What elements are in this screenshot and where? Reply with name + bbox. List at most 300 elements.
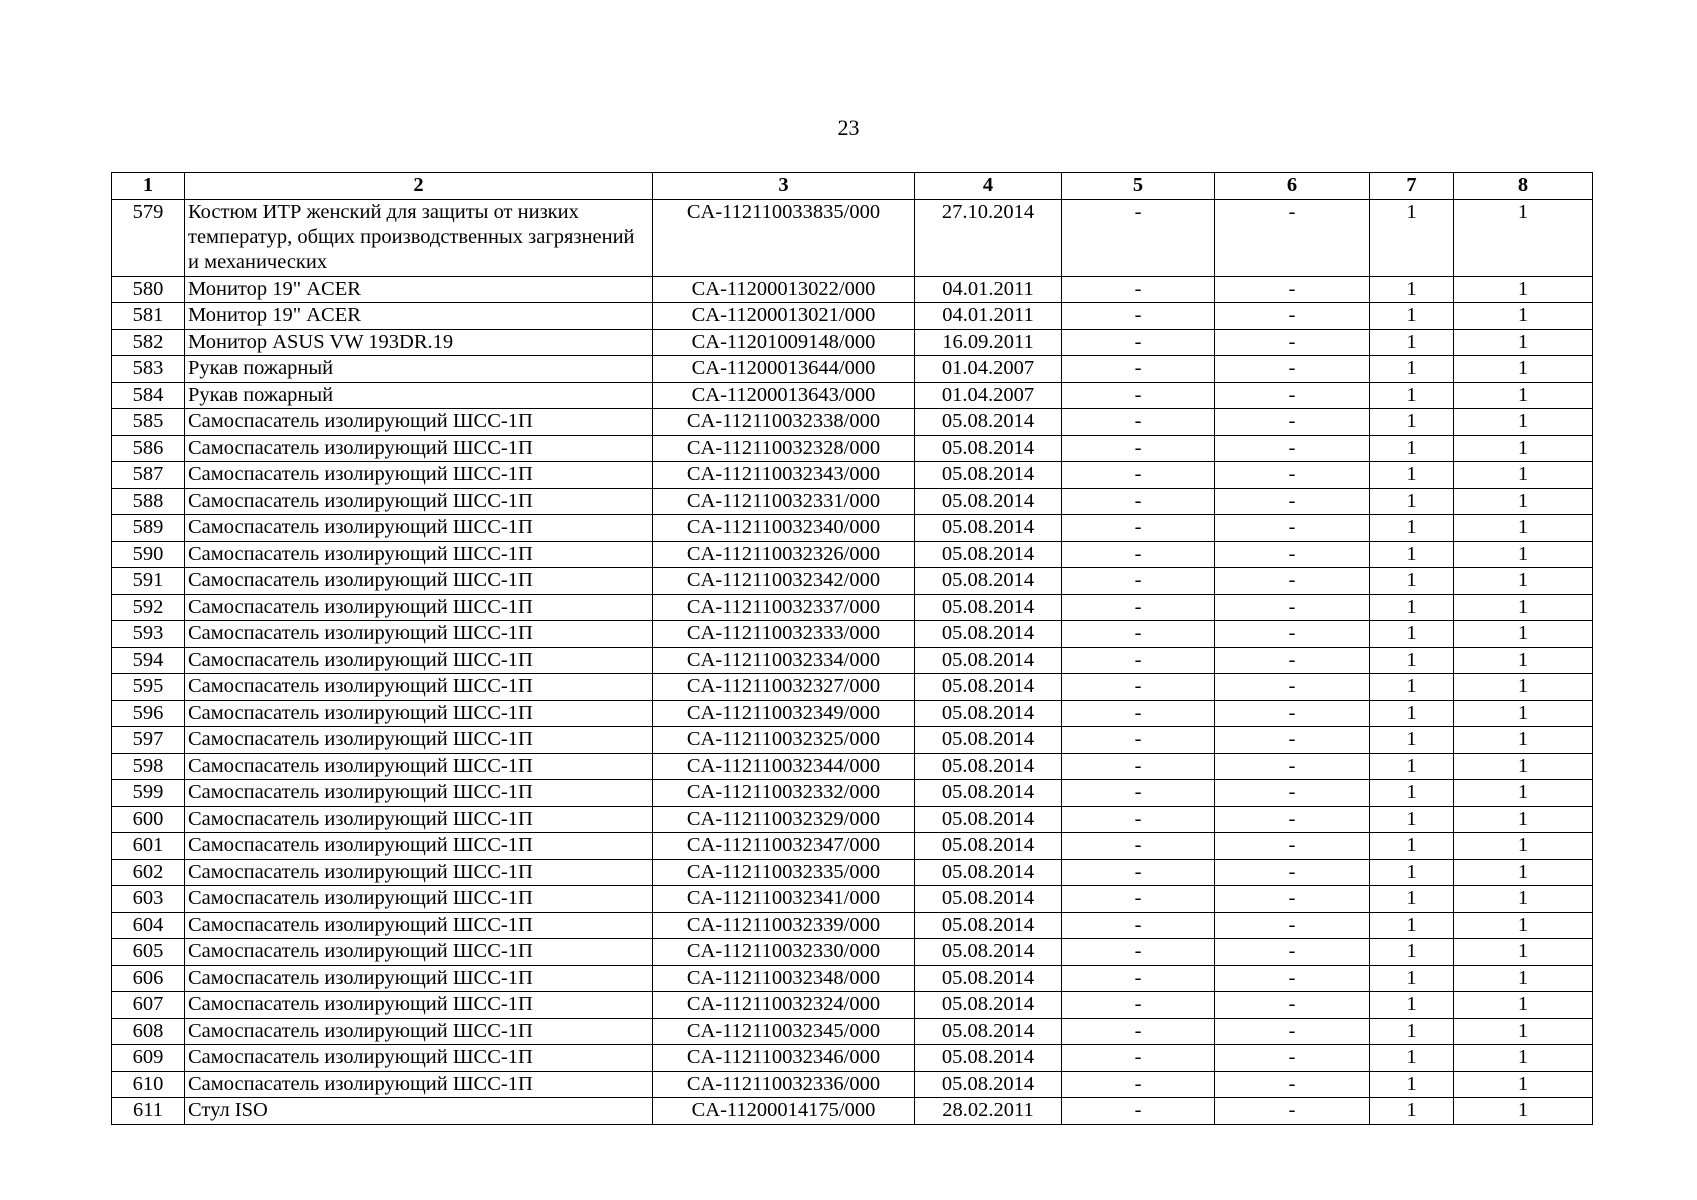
date-cell: 05.08.2014 <box>915 780 1062 807</box>
row-number: 580 <box>112 276 185 303</box>
item-name: Самоспасатель изолирующий ШСС-1П <box>185 409 653 436</box>
table-row <box>112 541 1593 568</box>
column-5-cell: - <box>1062 939 1215 966</box>
row-number: 595 <box>112 674 185 701</box>
column-6-cell: - <box>1215 356 1370 383</box>
column-7-cell: 1 <box>1370 912 1454 939</box>
column-5-cell: - <box>1062 886 1215 913</box>
item-name: Самоспасатель изолирующий ШСС-1П <box>185 859 653 886</box>
date-cell: 05.08.2014 <box>915 541 1062 568</box>
inventory-code: CA-112110032329/000 <box>653 806 915 833</box>
column-7-cell: 1 <box>1370 753 1454 780</box>
column-7-cell: 1 <box>1370 859 1454 886</box>
column-6-cell: - <box>1215 859 1370 886</box>
column-header-1: 1 <box>112 173 185 200</box>
date-cell: 05.08.2014 <box>915 594 1062 621</box>
column-6-cell: - <box>1215 833 1370 860</box>
column-5-cell: - <box>1062 488 1215 515</box>
column-7-cell: 1 <box>1370 939 1454 966</box>
column-5-cell: - <box>1062 382 1215 409</box>
column-7-cell: 1 <box>1370 435 1454 462</box>
row-number: 608 <box>112 1018 185 1045</box>
column-7-cell: 1 <box>1370 356 1454 383</box>
inventory-code: CA-112110032325/000 <box>653 727 915 754</box>
column-5-cell: - <box>1062 753 1215 780</box>
date-cell: 05.08.2014 <box>915 409 1062 436</box>
column-header-7: 7 <box>1370 173 1454 200</box>
column-5-cell: - <box>1062 912 1215 939</box>
column-6-cell: - <box>1215 621 1370 648</box>
inventory-code: CA-112110032330/000 <box>653 939 915 966</box>
column-8-cell: 1 <box>1454 806 1593 833</box>
inventory-code: CA-112110032345/000 <box>653 1018 915 1045</box>
row-number: 590 <box>112 541 185 568</box>
date-cell: 01.04.2007 <box>915 382 1062 409</box>
column-7-cell: 1 <box>1370 1045 1454 1072</box>
table-row <box>112 806 1593 833</box>
inventory-code: CA-11200014175/000 <box>653 1098 915 1125</box>
item-name: Рукав пожарный <box>185 356 653 383</box>
inventory-code: CA-11200013021/000 <box>653 303 915 330</box>
column-6-cell: - <box>1215 780 1370 807</box>
table-row <box>112 303 1593 330</box>
inventory-table <box>111 172 1593 1125</box>
date-cell: 05.08.2014 <box>915 1045 1062 1072</box>
column-8-cell: 1 <box>1454 1098 1593 1125</box>
column-5-cell: - <box>1062 1045 1215 1072</box>
column-6-cell: - <box>1215 199 1370 276</box>
inventory-code: CA-112110032324/000 <box>653 992 915 1019</box>
row-number: 579 <box>112 199 185 276</box>
inventory-code: CA-112110033835/000 <box>653 199 915 276</box>
column-8-cell: 1 <box>1454 488 1593 515</box>
date-cell: 16.09.2011 <box>915 329 1062 356</box>
row-number: 584 <box>112 382 185 409</box>
item-name: Стул ISO <box>185 1098 653 1125</box>
table-row <box>112 674 1593 701</box>
column-8-cell: 1 <box>1454 992 1593 1019</box>
item-name: Самоспасатель изолирующий ШСС-1П <box>185 594 653 621</box>
column-5-cell: - <box>1062 594 1215 621</box>
table-row <box>112 594 1593 621</box>
column-header-6: 6 <box>1215 173 1370 200</box>
row-number: 605 <box>112 939 185 966</box>
column-8-cell: 1 <box>1454 199 1593 276</box>
column-5-cell: - <box>1062 833 1215 860</box>
row-number: 591 <box>112 568 185 595</box>
column-6-cell: - <box>1215 965 1370 992</box>
column-8-cell: 1 <box>1454 435 1593 462</box>
date-cell: 04.01.2011 <box>915 276 1062 303</box>
item-name: Самоспасатель изолирующий ШСС-1П <box>185 780 653 807</box>
column-6-cell: - <box>1215 1045 1370 1072</box>
date-cell: 05.08.2014 <box>915 1071 1062 1098</box>
column-6-cell: - <box>1215 674 1370 701</box>
row-number: 604 <box>112 912 185 939</box>
column-7-cell: 1 <box>1370 541 1454 568</box>
column-7-cell: 1 <box>1370 515 1454 542</box>
date-cell: 05.08.2014 <box>915 806 1062 833</box>
item-name: Самоспасатель изолирующий ШСС-1П <box>185 806 653 833</box>
column-8-cell: 1 <box>1454 621 1593 648</box>
date-cell: 05.08.2014 <box>915 859 1062 886</box>
date-cell: 05.08.2014 <box>915 1018 1062 1045</box>
column-8-cell: 1 <box>1454 886 1593 913</box>
date-cell: 05.08.2014 <box>915 568 1062 595</box>
date-cell: 05.08.2014 <box>915 727 1062 754</box>
column-7-cell: 1 <box>1370 621 1454 648</box>
date-cell: 05.08.2014 <box>915 833 1062 860</box>
table-row <box>112 1098 1593 1125</box>
column-7-cell: 1 <box>1370 992 1454 1019</box>
column-8-cell: 1 <box>1454 674 1593 701</box>
item-name: Самоспасатель изолирующий ШСС-1П <box>185 1045 653 1072</box>
column-6-cell: - <box>1215 1018 1370 1045</box>
inventory-code: CA-112110032328/000 <box>653 435 915 462</box>
table-row <box>112 727 1593 754</box>
date-cell: 05.08.2014 <box>915 700 1062 727</box>
item-name: Самоспасатель изолирующий ШСС-1П <box>185 674 653 701</box>
item-name: Самоспасатель изолирующий ШСС-1П <box>185 515 653 542</box>
row-number: 583 <box>112 356 185 383</box>
inventory-code: CA-112110032344/000 <box>653 753 915 780</box>
column-8-cell: 1 <box>1454 515 1593 542</box>
column-8-cell: 1 <box>1454 356 1593 383</box>
column-6-cell: - <box>1215 700 1370 727</box>
item-name: Монитор 19" ACER <box>185 276 653 303</box>
table-row <box>112 833 1593 860</box>
date-cell: 27.10.2014 <box>915 199 1062 276</box>
column-5-cell: - <box>1062 199 1215 276</box>
inventory-code: CA-112110032347/000 <box>653 833 915 860</box>
date-cell: 05.08.2014 <box>915 435 1062 462</box>
row-number: 597 <box>112 727 185 754</box>
table-body <box>112 199 1593 1124</box>
item-name: Самоспасатель изолирующий ШСС-1П <box>185 647 653 674</box>
column-5-cell: - <box>1062 727 1215 754</box>
item-name: Самоспасатель изолирующий ШСС-1П <box>185 753 653 780</box>
column-5-cell: - <box>1062 780 1215 807</box>
column-7-cell: 1 <box>1370 382 1454 409</box>
column-6-cell: - <box>1215 276 1370 303</box>
table-row <box>112 462 1593 489</box>
column-8-cell: 1 <box>1454 939 1593 966</box>
inventory-code: CA-112110032341/000 <box>653 886 915 913</box>
table-row <box>112 939 1593 966</box>
column-5-cell: - <box>1062 965 1215 992</box>
column-5-cell: - <box>1062 515 1215 542</box>
table-row <box>112 276 1593 303</box>
date-cell: 05.08.2014 <box>915 965 1062 992</box>
column-6-cell: - <box>1215 541 1370 568</box>
item-name: Самоспасатель изолирующий ШСС-1П <box>185 700 653 727</box>
table-row <box>112 329 1593 356</box>
table-row <box>112 647 1593 674</box>
row-number: 594 <box>112 647 185 674</box>
date-cell: 05.08.2014 <box>915 912 1062 939</box>
item-name: Самоспасатель изолирующий ШСС-1П <box>185 939 653 966</box>
item-name: Самоспасатель изолирующий ШСС-1П <box>185 462 653 489</box>
inventory-code: CA-112110032327/000 <box>653 674 915 701</box>
page-number: 23 <box>837 115 860 140</box>
column-8-cell: 1 <box>1454 700 1593 727</box>
column-6-cell: - <box>1215 409 1370 436</box>
column-header-2: 2 <box>185 173 653 200</box>
column-8-cell: 1 <box>1454 462 1593 489</box>
column-5-cell: - <box>1062 674 1215 701</box>
row-number: 601 <box>112 833 185 860</box>
column-6-cell: - <box>1215 303 1370 330</box>
row-number: 581 <box>112 303 185 330</box>
column-6-cell: - <box>1215 568 1370 595</box>
item-name: Самоспасатель изолирующий ШСС-1П <box>185 1018 653 1045</box>
inventory-code: CA-112110032349/000 <box>653 700 915 727</box>
inventory-code: CA-112110032334/000 <box>653 647 915 674</box>
row-number: 593 <box>112 621 185 648</box>
row-number: 607 <box>112 992 185 1019</box>
column-5-cell: - <box>1062 568 1215 595</box>
column-7-cell: 1 <box>1370 1018 1454 1045</box>
date-cell: 05.08.2014 <box>915 488 1062 515</box>
date-cell: 04.01.2011 <box>915 303 1062 330</box>
column-6-cell: - <box>1215 462 1370 489</box>
item-name: Костюм ИТР женский для защиты от низких температур, общих производственных загрязнений и механических <box>185 199 653 276</box>
row-number: 586 <box>112 435 185 462</box>
item-name: Самоспасатель изолирующий ШСС-1П <box>185 912 653 939</box>
header-row <box>112 173 1593 200</box>
column-8-cell: 1 <box>1454 594 1593 621</box>
date-cell: 05.08.2014 <box>915 753 1062 780</box>
column-5-cell: - <box>1062 303 1215 330</box>
table-row <box>112 568 1593 595</box>
item-name: Монитор ASUS VW 193DR.19 <box>185 329 653 356</box>
column-6-cell: - <box>1215 806 1370 833</box>
column-7-cell: 1 <box>1370 674 1454 701</box>
column-7-cell: 1 <box>1370 303 1454 330</box>
item-name: Самоспасатель изолирующий ШСС-1П <box>185 965 653 992</box>
column-7-cell: 1 <box>1370 409 1454 436</box>
column-5-cell: - <box>1062 276 1215 303</box>
inventory-code: CA-112110032333/000 <box>653 621 915 648</box>
column-5-cell: - <box>1062 859 1215 886</box>
date-cell: 05.08.2014 <box>915 992 1062 1019</box>
row-number: 596 <box>112 700 185 727</box>
column-7-cell: 1 <box>1370 727 1454 754</box>
column-8-cell: 1 <box>1454 409 1593 436</box>
column-8-cell: 1 <box>1454 727 1593 754</box>
column-8-cell: 1 <box>1454 965 1593 992</box>
column-5-cell: - <box>1062 435 1215 462</box>
item-name: Самоспасатель изолирующий ШСС-1П <box>185 568 653 595</box>
column-6-cell: - <box>1215 1071 1370 1098</box>
inventory-code: CA-11200013644/000 <box>653 356 915 383</box>
column-8-cell: 1 <box>1454 912 1593 939</box>
column-header-3: 3 <box>653 173 915 200</box>
column-5-cell: - <box>1062 462 1215 489</box>
inventory-code: CA-112110032348/000 <box>653 965 915 992</box>
column-5-cell: - <box>1062 409 1215 436</box>
column-header-8: 8 <box>1454 173 1593 200</box>
column-8-cell: 1 <box>1454 303 1593 330</box>
item-name: Самоспасатель изолирующий ШСС-1П <box>185 833 653 860</box>
table-row <box>112 1045 1593 1072</box>
column-6-cell: - <box>1215 488 1370 515</box>
column-5-cell: - <box>1062 356 1215 383</box>
inventory-code: CA-11200013643/000 <box>653 382 915 409</box>
column-6-cell: - <box>1215 647 1370 674</box>
row-number: 610 <box>112 1071 185 1098</box>
inventory-code: CA-112110032336/000 <box>653 1071 915 1098</box>
column-5-cell: - <box>1062 806 1215 833</box>
row-number: 585 <box>112 409 185 436</box>
item-name: Самоспасатель изолирующий ШСС-1П <box>185 541 653 568</box>
column-6-cell: - <box>1215 1098 1370 1125</box>
column-5-cell: - <box>1062 621 1215 648</box>
column-7-cell: 1 <box>1370 276 1454 303</box>
row-number: 582 <box>112 329 185 356</box>
table-row <box>112 435 1593 462</box>
column-8-cell: 1 <box>1454 382 1593 409</box>
inventory-code: CA-112110032335/000 <box>653 859 915 886</box>
item-name: Самоспасатель изолирующий ШСС-1П <box>185 435 653 462</box>
inventory-code: CA-112110032332/000 <box>653 780 915 807</box>
column-5-cell: - <box>1062 541 1215 568</box>
column-7-cell: 1 <box>1370 594 1454 621</box>
column-6-cell: - <box>1215 727 1370 754</box>
column-8-cell: 1 <box>1454 833 1593 860</box>
date-cell: 05.08.2014 <box>915 621 1062 648</box>
table-row <box>112 409 1593 436</box>
inventory-code: CA-112110032339/000 <box>653 912 915 939</box>
column-8-cell: 1 <box>1454 276 1593 303</box>
date-cell: 05.08.2014 <box>915 462 1062 489</box>
table-row <box>112 382 1593 409</box>
item-name: Самоспасатель изолирующий ШСС-1П <box>185 886 653 913</box>
column-6-cell: - <box>1215 992 1370 1019</box>
column-7-cell: 1 <box>1370 833 1454 860</box>
row-number: 611 <box>112 1098 185 1125</box>
column-6-cell: - <box>1215 382 1370 409</box>
date-cell: 28.02.2011 <box>915 1098 1062 1125</box>
table-row <box>112 965 1593 992</box>
column-6-cell: - <box>1215 939 1370 966</box>
column-8-cell: 1 <box>1454 568 1593 595</box>
column-header-5: 5 <box>1062 173 1215 200</box>
column-7-cell: 1 <box>1370 462 1454 489</box>
row-number: 587 <box>112 462 185 489</box>
item-name: Монитор 19" ACER <box>185 303 653 330</box>
column-6-cell: - <box>1215 886 1370 913</box>
inventory-code: CA-112110032340/000 <box>653 515 915 542</box>
inventory-code: CA-112110032343/000 <box>653 462 915 489</box>
column-6-cell: - <box>1215 912 1370 939</box>
item-name: Самоспасатель изолирующий ШСС-1П <box>185 727 653 754</box>
inventory-code: CA-112110032331/000 <box>653 488 915 515</box>
column-6-cell: - <box>1215 753 1370 780</box>
table-row <box>112 700 1593 727</box>
row-number: 588 <box>112 488 185 515</box>
column-8-cell: 1 <box>1454 780 1593 807</box>
item-name: Самоспасатель изолирующий ШСС-1П <box>185 488 653 515</box>
item-name: Самоспасатель изолирующий ШСС-1П <box>185 1071 653 1098</box>
inventory-code: CA-112110032338/000 <box>653 409 915 436</box>
inventory-code: CA-112110032326/000 <box>653 541 915 568</box>
column-5-cell: - <box>1062 1071 1215 1098</box>
inventory-code: CA-112110032337/000 <box>653 594 915 621</box>
inventory-code: CA-112110032346/000 <box>653 1045 915 1072</box>
table-row <box>112 886 1593 913</box>
column-header-4: 4 <box>915 173 1062 200</box>
row-number: 609 <box>112 1045 185 1072</box>
column-6-cell: - <box>1215 435 1370 462</box>
column-5-cell: - <box>1062 1098 1215 1125</box>
table-row <box>112 515 1593 542</box>
column-6-cell: - <box>1215 515 1370 542</box>
row-number: 592 <box>112 594 185 621</box>
table-row <box>112 488 1593 515</box>
row-number: 598 <box>112 753 185 780</box>
column-8-cell: 1 <box>1454 1071 1593 1098</box>
date-cell: 05.08.2014 <box>915 939 1062 966</box>
date-cell: 05.08.2014 <box>915 515 1062 542</box>
column-8-cell: 1 <box>1454 329 1593 356</box>
column-7-cell: 1 <box>1370 1098 1454 1125</box>
table-row <box>112 1071 1593 1098</box>
column-5-cell: - <box>1062 329 1215 356</box>
table-header <box>112 173 1593 200</box>
row-number: 599 <box>112 780 185 807</box>
column-7-cell: 1 <box>1370 1071 1454 1098</box>
inventory-code: CA-112110032342/000 <box>653 568 915 595</box>
column-7-cell: 1 <box>1370 647 1454 674</box>
column-7-cell: 1 <box>1370 199 1454 276</box>
column-6-cell: - <box>1215 329 1370 356</box>
column-7-cell: 1 <box>1370 806 1454 833</box>
date-cell: 05.08.2014 <box>915 886 1062 913</box>
item-name: Самоспасатель изолирующий ШСС-1П <box>185 992 653 1019</box>
column-8-cell: 1 <box>1454 647 1593 674</box>
row-number: 600 <box>112 806 185 833</box>
column-7-cell: 1 <box>1370 886 1454 913</box>
column-8-cell: 1 <box>1454 859 1593 886</box>
column-5-cell: - <box>1062 992 1215 1019</box>
table-row <box>112 356 1593 383</box>
table-row <box>112 780 1593 807</box>
column-5-cell: - <box>1062 647 1215 674</box>
column-8-cell: 1 <box>1454 541 1593 568</box>
row-number: 589 <box>112 515 185 542</box>
row-number: 603 <box>112 886 185 913</box>
row-number: 606 <box>112 965 185 992</box>
column-8-cell: 1 <box>1454 753 1593 780</box>
column-7-cell: 1 <box>1370 780 1454 807</box>
column-7-cell: 1 <box>1370 965 1454 992</box>
inventory-code: CA-11200013022/000 <box>653 276 915 303</box>
column-7-cell: 1 <box>1370 488 1454 515</box>
column-8-cell: 1 <box>1454 1045 1593 1072</box>
table-row <box>112 859 1593 886</box>
table-row <box>112 912 1593 939</box>
date-cell: 01.04.2007 <box>915 356 1062 383</box>
table-row <box>112 992 1593 1019</box>
column-7-cell: 1 <box>1370 700 1454 727</box>
item-name: Рукав пожарный <box>185 382 653 409</box>
column-8-cell: 1 <box>1454 1018 1593 1045</box>
column-7-cell: 1 <box>1370 568 1454 595</box>
table-row <box>112 199 1593 276</box>
item-name: Самоспасатель изолирующий ШСС-1П <box>185 621 653 648</box>
table-row <box>112 1018 1593 1045</box>
